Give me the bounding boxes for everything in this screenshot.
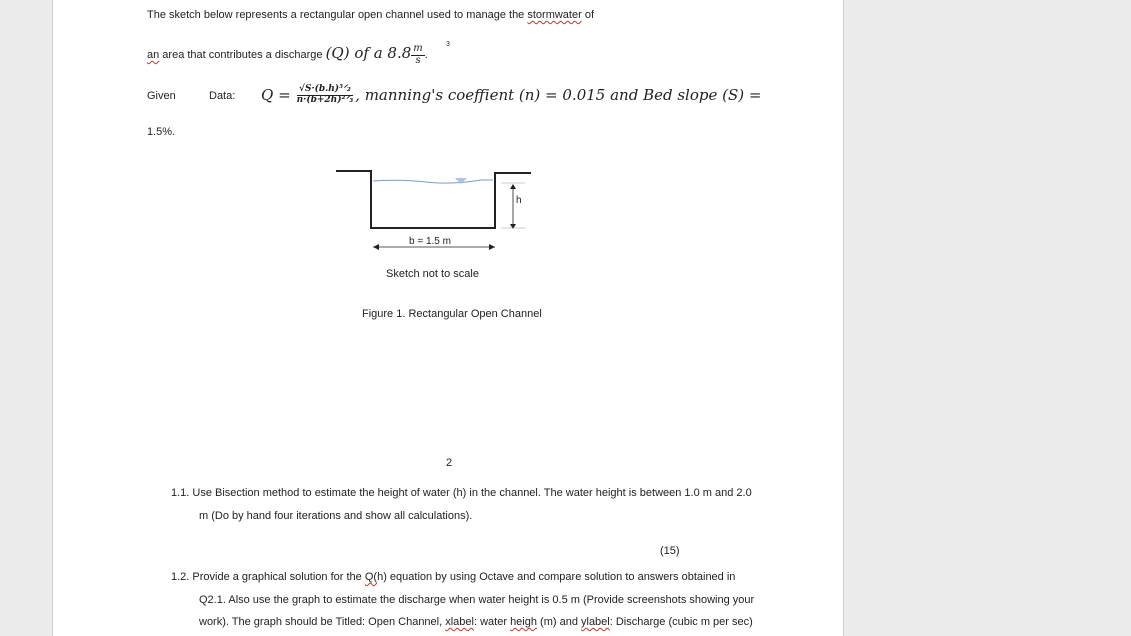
figure-caption: Figure 1. Rectangular Open Channel xyxy=(362,308,542,320)
page-number: 2 xyxy=(446,457,453,469)
given-label: Given xyxy=(147,90,176,102)
data-label: Data: xyxy=(209,90,236,102)
given-parameters: , manning's coeffient (n) = 0.015 and Bed slope (S) = xyxy=(355,86,762,104)
intro-line-1: The sketch below represents a rectangular open channel used to manage the stormwater of xyxy=(147,9,594,21)
question-1-1-line-1: 1.1. Use Bisection method to estimate the height of water (h) in the channel. The water height is between 1.0 m and 2.0 xyxy=(171,487,752,499)
h-dimension-label: h xyxy=(516,195,522,206)
water-surface xyxy=(373,180,493,183)
document-page xyxy=(52,0,844,636)
spellcheck-word-xlabel[interactable]: xlabel xyxy=(445,616,474,628)
superscript-3: 3 xyxy=(446,41,450,48)
question-1-1-marks: (15) xyxy=(660,545,680,557)
spellcheck-word-stormwater[interactable]: stormwater xyxy=(527,9,582,21)
q-fraction xyxy=(295,85,356,105)
intro-line-2: an area that contributes a discharge (Q) of a 8.8 $\frac{m}{s}$ . xyxy=(147,43,428,66)
question-1-2-line-3: work). The graph should be Titled: Open Channel, xlabel: water heigh (m) and ylabel: Discharge (cubic m per sec) xyxy=(199,616,753,628)
discharge-expression: (Q) of a 8.8 xyxy=(325,44,412,62)
channel-walls xyxy=(336,171,531,228)
spellcheck-word-ylabel[interactable]: ylabel xyxy=(581,616,610,628)
unit-fraction: $\frac{m}{s}$ xyxy=(413,43,423,66)
given-continuation: 1.5%. xyxy=(147,126,176,138)
question-1-2-line-1: 1.2. Provide a graphical solution for the Q(h) equation by using Octave and compare solution to answers obtained in xyxy=(171,571,736,583)
question-1-1-line-2: m (Do by hand four iterations and show all calculations). xyxy=(199,510,473,522)
spellcheck-word-heigh[interactable]: heigh xyxy=(510,616,537,628)
sketch-note: Sketch not to scale xyxy=(386,268,479,280)
b-dimension-label: b = 1.5 m xyxy=(409,236,451,247)
q-denominator: n·(b+2h)²ᐟ₃ xyxy=(296,94,354,105)
spellcheck-word-an[interactable]: an xyxy=(147,49,160,61)
spellcheck-word-qh[interactable]: Q( xyxy=(364,571,378,583)
q-equals: Q = xyxy=(261,86,291,104)
question-1-2-line-2: Q2.1. Also use the graph to estimate the discharge when water height is 0.5 m (Provide screenshots showing your xyxy=(199,594,755,606)
q-numerator: √S·(b.h)⁵ᐟ₂ xyxy=(299,84,351,95)
equation-block xyxy=(261,77,761,113)
